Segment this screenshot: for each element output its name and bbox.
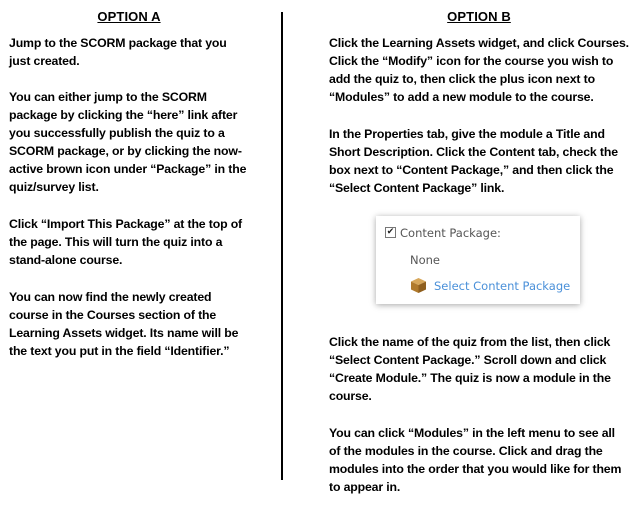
paragraph-line: Jump to the SCORM package that you bbox=[9, 36, 227, 50]
paragraph-line: the text you put in the field “Identifier.” bbox=[9, 344, 230, 358]
paragraph-line: Click the Learning Assets widget, and click Courses. bbox=[329, 36, 629, 50]
paragraph-line: You can either jump to the SCORM bbox=[9, 90, 207, 104]
option-b-paragraph bbox=[329, 34, 629, 106]
option-a-heading: OPTION A bbox=[97, 9, 161, 24]
paragraph-line: just created. bbox=[9, 54, 80, 68]
package-box-icon bbox=[410, 277, 427, 294]
paragraph-line: In the Properties tab, give the module a Title and bbox=[329, 127, 605, 141]
paragraph-line: Short Description. Click the Content tab, check the bbox=[329, 145, 618, 159]
paragraph-line: box next to “Content Package,” and then click the bbox=[329, 163, 614, 177]
option-b-paragraph bbox=[329, 333, 611, 405]
content-package-checkbox[interactable]: ✔ bbox=[386, 227, 395, 237]
paragraph-line: You can now find the newly created bbox=[9, 290, 212, 304]
paragraph-line: Learning Assets widget. Its name will be bbox=[9, 326, 239, 340]
option-a-paragraph bbox=[9, 34, 227, 70]
paragraph-line: quiz/survey list. bbox=[9, 180, 99, 194]
paragraph-line: SCORM package, or by clicking the now- bbox=[9, 144, 242, 158]
paragraph-line: “Create Module.” The quiz is now a module in the bbox=[329, 371, 611, 385]
paragraph-line: “Modules” to add a new module to the course. bbox=[329, 90, 594, 104]
paragraph-line: Click the “Modify” icon for the course you wish to bbox=[329, 54, 614, 68]
paragraph-line: you successfully publish the quiz to a bbox=[9, 126, 225, 140]
paragraph-line: the page. This will turn the quiz into a bbox=[9, 235, 223, 249]
option-b-paragraph bbox=[329, 125, 618, 197]
paragraph-line: active brown icon under “Package” in the bbox=[9, 162, 247, 176]
option-b-paragraph bbox=[329, 424, 621, 496]
paragraph-line: stand-alone course. bbox=[9, 253, 123, 267]
paragraph-line: package by clicking the “here” link after bbox=[9, 108, 238, 122]
option-b-heading: OPTION B bbox=[447, 9, 511, 24]
paragraph-line: modules into the order that you would like for them bbox=[329, 462, 622, 476]
select-content-package-link[interactable]: Select Content Package bbox=[434, 279, 571, 293]
paragraph-line: You can click “Modules” in the left menu to see all bbox=[329, 426, 615, 440]
content-package-label: Content Package: bbox=[400, 226, 501, 240]
option-a-paragraph bbox=[9, 88, 246, 196]
paragraph-line: Click “Import This Package” at the top of bbox=[9, 217, 242, 231]
option-a-paragraph bbox=[9, 215, 242, 269]
paragraph-line: “Select Content Package” link. bbox=[329, 181, 505, 195]
paragraph-line: course in the Courses section of the bbox=[9, 308, 217, 322]
paragraph-line: “Select Content Package.” Scroll down and click bbox=[329, 353, 607, 367]
column-divider bbox=[281, 12, 283, 480]
paragraph-line: course. bbox=[329, 389, 372, 403]
paragraph-line: to appear in. bbox=[329, 480, 401, 494]
paragraph-line: of the modules in the course. Click and drag the bbox=[329, 444, 603, 458]
paragraph-line: add the quiz to, then click the plus icon next to bbox=[329, 72, 595, 86]
content-package-value: None bbox=[410, 253, 441, 267]
paragraph-line: Click the name of the quiz from the list, then click bbox=[329, 335, 611, 349]
option-a-paragraph bbox=[9, 288, 238, 360]
content-package-screenshot bbox=[376, 216, 580, 304]
